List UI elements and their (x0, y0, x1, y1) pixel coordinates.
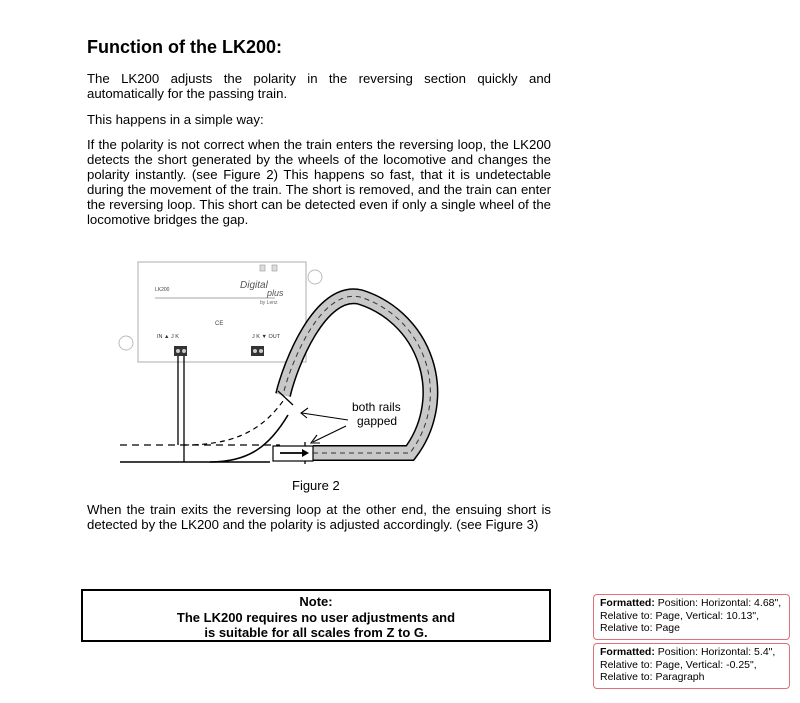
note-line1: The LK200 requires no user adjustments and (176, 609, 456, 625)
brand-logo-plus: plus (267, 288, 284, 298)
annotation-line2: gapped (357, 414, 398, 428)
input-label: IN ▲ J K (157, 334, 179, 340)
paragraph-intro: The LK200 adjusts the polarity in the reversing section quickly and automatically for the passing train. (87, 71, 551, 101)
comment-label: Formatted: (600, 646, 655, 658)
section-heading: Function of the LK200: (87, 37, 282, 57)
paragraph-polarity-detection: If the polarity is not correct when the train enters the reversing loop, the LK200 detects the short generated by the wheels of the locomotive and changes the polarity instantly. (see Figure 2) This happens so fast, that it is undetectable during the movement of the train. The short is removed, and the train can enter the reversing loop. This short can be detected even if only a single wheel of the locomotive bridges the gap. (87, 137, 551, 227)
format-comment-balloon[interactable] (593, 594, 790, 640)
annotation-line1: both rails (352, 400, 401, 414)
ce-mark: CE (215, 321, 224, 327)
comment-label: Formatted: (600, 597, 655, 609)
output-label: J K ▼ OUT (252, 334, 281, 340)
note-title: Note: (299, 594, 333, 609)
comment-text: Position: Horizontal: 4.68", Relative to: Page, Vertical: 10.13", Relative to: Page (600, 597, 782, 635)
paragraph-simple-way: This happens in a simple way: (87, 112, 264, 127)
format-comment-balloon[interactable] (593, 643, 790, 689)
paragraph-exit-loop: When the train exits the reversing loop at the other end, the ensuing short is detected by the LK200 and the polarity is adjusted accordingly. (see Figure 3) (87, 502, 551, 532)
note-box (81, 589, 551, 642)
lk200-device (119, 262, 322, 362)
reversing-loop-figure (110, 255, 530, 470)
brand-logo-bylenz: by Lenz (260, 300, 278, 306)
device-model-label: LK200 (155, 287, 170, 293)
comment-text: Position: Horizontal: 5.4", Relative to: Page, Vertical: -0.25", Relative to: Paragraph (600, 646, 776, 684)
note-line2: is suitable for all scales from Z to G. (204, 625, 428, 640)
figure-caption: Figure 2 (292, 478, 340, 493)
locomotive (273, 446, 313, 461)
brand-logo-digital: Digital (240, 280, 268, 291)
